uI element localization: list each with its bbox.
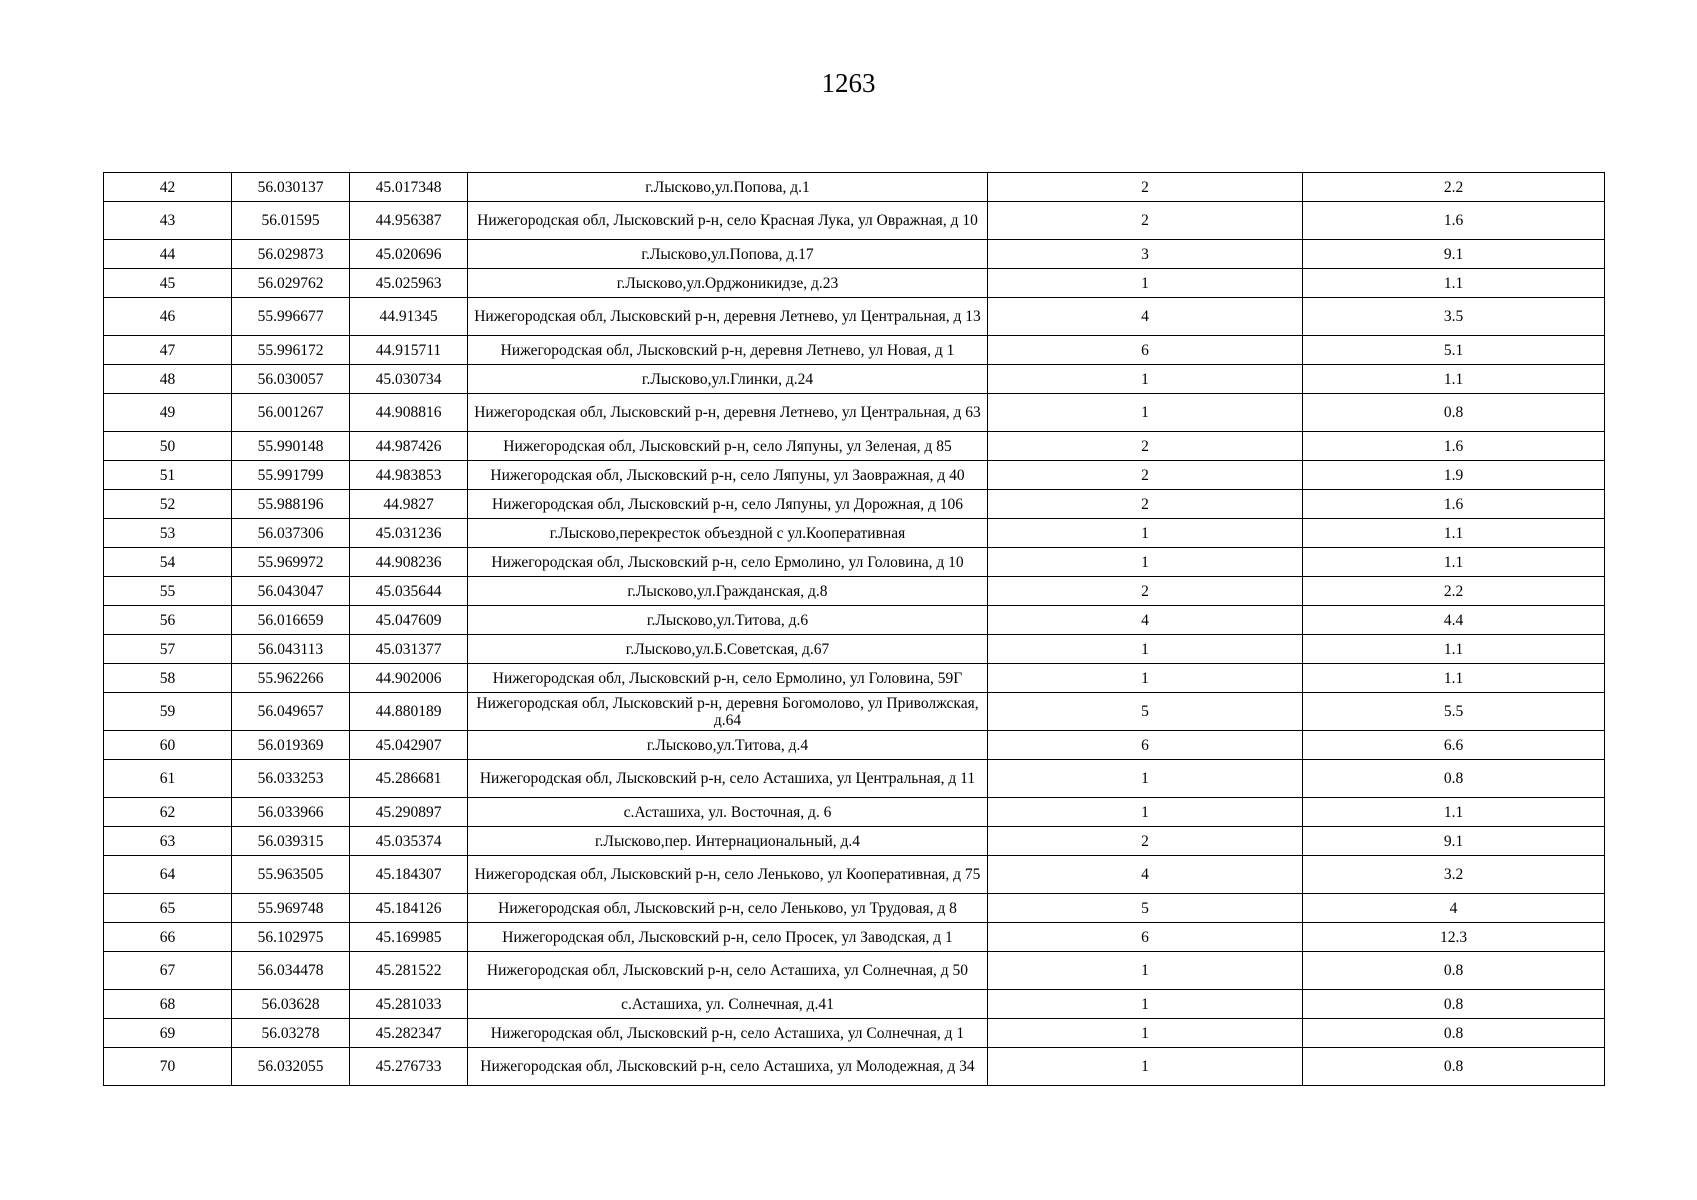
address-cell: Нижегородская обл, Лысковский р-н, село Красная Лука, ул Овражная, д 10 xyxy=(468,202,988,240)
address-cell: г.Лысково,ул.Титова, д.4 xyxy=(468,731,988,760)
longitude-cell: 45.286681 xyxy=(350,760,468,798)
count-cell: 1 xyxy=(988,269,1303,298)
table-row xyxy=(104,664,1605,693)
table-row xyxy=(104,519,1605,548)
longitude-cell: 45.281522 xyxy=(350,952,468,990)
row-number-cell: 63 xyxy=(104,827,232,856)
value-cell: 6.6 xyxy=(1303,731,1605,760)
latitude-cell: 56.039315 xyxy=(232,827,350,856)
count-cell: 2 xyxy=(988,202,1303,240)
count-cell: 1 xyxy=(988,635,1303,664)
address-cell: Нижегородская обл, Лысковский р-н, село Ермолино, ул Головина, 59Г xyxy=(468,664,988,693)
latitude-cell: 56.043113 xyxy=(232,635,350,664)
longitude-cell: 45.276733 xyxy=(350,1048,468,1086)
row-number-cell: 47 xyxy=(104,336,232,365)
value-cell: 5.5 xyxy=(1303,693,1605,731)
value-cell: 1.1 xyxy=(1303,664,1605,693)
registry-table xyxy=(103,172,1605,1086)
longitude-cell: 45.035374 xyxy=(350,827,468,856)
address-cell: г.Лысково,ул.Б.Советская, д.67 xyxy=(468,635,988,664)
address-cell: г.Лысково,ул.Орджоникидзе, д.23 xyxy=(468,269,988,298)
count-cell: 1 xyxy=(988,548,1303,577)
longitude-cell: 45.031377 xyxy=(350,635,468,664)
longitude-cell: 45.035644 xyxy=(350,577,468,606)
count-cell: 1 xyxy=(988,952,1303,990)
latitude-cell: 55.969972 xyxy=(232,548,350,577)
count-cell: 1 xyxy=(988,1019,1303,1048)
longitude-cell: 44.91345 xyxy=(350,298,468,336)
table-row xyxy=(104,548,1605,577)
longitude-cell: 45.169985 xyxy=(350,923,468,952)
latitude-cell: 55.962266 xyxy=(232,664,350,693)
table-row xyxy=(104,1019,1605,1048)
latitude-cell: 55.990148 xyxy=(232,432,350,461)
address-cell: г.Лысково,ул.Попова, д.17 xyxy=(468,240,988,269)
latitude-cell: 56.001267 xyxy=(232,394,350,432)
table-row xyxy=(104,240,1605,269)
value-cell: 0.8 xyxy=(1303,1048,1605,1086)
row-number-cell: 67 xyxy=(104,952,232,990)
latitude-cell: 56.032055 xyxy=(232,1048,350,1086)
row-number-cell: 56 xyxy=(104,606,232,635)
address-cell: Нижегородская обл, Лысковский р-н, село Асташиха, ул Солнечная, д 50 xyxy=(468,952,988,990)
value-cell: 2.2 xyxy=(1303,173,1605,202)
row-number-cell: 58 xyxy=(104,664,232,693)
row-number-cell: 61 xyxy=(104,760,232,798)
address-cell: Нижегородская обл, Лысковский р-н, деревня Летнево, ул Центральная, д 63 xyxy=(468,394,988,432)
count-cell: 2 xyxy=(988,432,1303,461)
count-cell: 6 xyxy=(988,923,1303,952)
value-cell: 1.1 xyxy=(1303,548,1605,577)
count-cell: 5 xyxy=(988,693,1303,731)
value-cell: 3.2 xyxy=(1303,856,1605,894)
longitude-cell: 44.915711 xyxy=(350,336,468,365)
address-cell: г.Лысково,ул.Гражданская, д.8 xyxy=(468,577,988,606)
table-row xyxy=(104,952,1605,990)
longitude-cell: 45.184307 xyxy=(350,856,468,894)
longitude-cell: 44.983853 xyxy=(350,461,468,490)
latitude-cell: 56.029762 xyxy=(232,269,350,298)
row-number-cell: 45 xyxy=(104,269,232,298)
address-cell: Нижегородская обл, Лысковский р-н, село Асташиха, ул Молодежная, д 34 xyxy=(468,1048,988,1086)
value-cell: 1.1 xyxy=(1303,635,1605,664)
latitude-cell: 56.034478 xyxy=(232,952,350,990)
table-row xyxy=(104,269,1605,298)
count-cell: 2 xyxy=(988,490,1303,519)
table-row xyxy=(104,606,1605,635)
count-cell: 1 xyxy=(988,365,1303,394)
value-cell: 1.1 xyxy=(1303,519,1605,548)
latitude-cell: 55.963505 xyxy=(232,856,350,894)
row-number-cell: 50 xyxy=(104,432,232,461)
address-cell: Нижегородская обл, Лысковский р-н, село Ермолино, ул Головина, д 10 xyxy=(468,548,988,577)
table-row xyxy=(104,394,1605,432)
longitude-cell: 45.290897 xyxy=(350,798,468,827)
table-row xyxy=(104,490,1605,519)
value-cell: 1.1 xyxy=(1303,365,1605,394)
longitude-cell: 45.047609 xyxy=(350,606,468,635)
latitude-cell: 56.049657 xyxy=(232,693,350,731)
table-body xyxy=(104,173,1605,1086)
row-number-cell: 62 xyxy=(104,798,232,827)
value-cell: 1.6 xyxy=(1303,202,1605,240)
latitude-cell: 55.996172 xyxy=(232,336,350,365)
address-cell: Нижегородская обл, Лысковский р-н, село Асташиха, ул Центральная, д 11 xyxy=(468,760,988,798)
longitude-cell: 45.020696 xyxy=(350,240,468,269)
address-cell: Нижегородская обл, Лысковский р-н, село Леньково, ул Кооперативная, д 75 xyxy=(468,856,988,894)
value-cell: 4.4 xyxy=(1303,606,1605,635)
count-cell: 4 xyxy=(988,298,1303,336)
latitude-cell: 55.988196 xyxy=(232,490,350,519)
table-row xyxy=(104,760,1605,798)
value-cell: 12.3 xyxy=(1303,923,1605,952)
value-cell: 0.8 xyxy=(1303,760,1605,798)
address-cell: г.Лысково,ул.Глинки, д.24 xyxy=(468,365,988,394)
row-number-cell: 59 xyxy=(104,693,232,731)
row-number-cell: 49 xyxy=(104,394,232,432)
latitude-cell: 56.019369 xyxy=(232,731,350,760)
row-number-cell: 65 xyxy=(104,894,232,923)
longitude-cell: 44.9827 xyxy=(350,490,468,519)
count-cell: 6 xyxy=(988,731,1303,760)
latitude-cell: 55.996677 xyxy=(232,298,350,336)
latitude-cell: 56.043047 xyxy=(232,577,350,606)
latitude-cell: 56.033253 xyxy=(232,760,350,798)
longitude-cell: 44.956387 xyxy=(350,202,468,240)
longitude-cell: 45.017348 xyxy=(350,173,468,202)
value-cell: 5.1 xyxy=(1303,336,1605,365)
table-row xyxy=(104,173,1605,202)
count-cell: 1 xyxy=(988,1048,1303,1086)
count-cell: 1 xyxy=(988,798,1303,827)
longitude-cell: 45.281033 xyxy=(350,990,468,1019)
table-row xyxy=(104,635,1605,664)
table-row xyxy=(104,990,1605,1019)
count-cell: 1 xyxy=(988,990,1303,1019)
address-cell: с.Асташиха, ул. Восточная, д. 6 xyxy=(468,798,988,827)
longitude-cell: 44.908816 xyxy=(350,394,468,432)
count-cell: 1 xyxy=(988,394,1303,432)
count-cell: 1 xyxy=(988,664,1303,693)
latitude-cell: 56.030137 xyxy=(232,173,350,202)
count-cell: 5 xyxy=(988,894,1303,923)
latitude-cell: 56.016659 xyxy=(232,606,350,635)
address-cell: Нижегородская обл, Лысковский р-н, село Ляпуны, ул Заовражная, д 40 xyxy=(468,461,988,490)
value-cell: 1.9 xyxy=(1303,461,1605,490)
table-row xyxy=(104,693,1605,731)
table-row xyxy=(104,202,1605,240)
longitude-cell: 45.025963 xyxy=(350,269,468,298)
row-number-cell: 60 xyxy=(104,731,232,760)
count-cell: 4 xyxy=(988,856,1303,894)
row-number-cell: 42 xyxy=(104,173,232,202)
latitude-cell: 56.03628 xyxy=(232,990,350,1019)
value-cell: 1.6 xyxy=(1303,490,1605,519)
row-number-cell: 52 xyxy=(104,490,232,519)
latitude-cell: 56.030057 xyxy=(232,365,350,394)
value-cell: 0.8 xyxy=(1303,394,1605,432)
table-row xyxy=(104,1048,1605,1086)
table-row xyxy=(104,798,1605,827)
latitude-cell: 56.029873 xyxy=(232,240,350,269)
count-cell: 1 xyxy=(988,519,1303,548)
value-cell: 0.8 xyxy=(1303,952,1605,990)
row-number-cell: 70 xyxy=(104,1048,232,1086)
latitude-cell: 56.01595 xyxy=(232,202,350,240)
address-cell: Нижегородская обл, Лысковский р-н, село Просек, ул Заводская, д 1 xyxy=(468,923,988,952)
address-cell: Нижегородская обл, Лысковский р-н, село Ляпуны, ул Дорожная, д 106 xyxy=(468,490,988,519)
table-row xyxy=(104,298,1605,336)
value-cell: 9.1 xyxy=(1303,827,1605,856)
address-cell: Нижегородская обл, Лысковский р-н, село Ляпуны, ул Зеленая, д 85 xyxy=(468,432,988,461)
longitude-cell: 45.184126 xyxy=(350,894,468,923)
latitude-cell: 56.03278 xyxy=(232,1019,350,1048)
address-cell: Нижегородская обл, Лысковский р-н, деревня Летнево, ул Центральная, д 13 xyxy=(468,298,988,336)
longitude-cell: 45.031236 xyxy=(350,519,468,548)
longitude-cell: 45.030734 xyxy=(350,365,468,394)
longitude-cell: 45.282347 xyxy=(350,1019,468,1048)
address-cell: г.Лысково,пер. Интернациональный, д.4 xyxy=(468,827,988,856)
row-number-cell: 68 xyxy=(104,990,232,1019)
table-row xyxy=(104,731,1605,760)
address-cell: г.Лысково,ул.Титова, д.6 xyxy=(468,606,988,635)
value-cell: 1.1 xyxy=(1303,798,1605,827)
row-number-cell: 69 xyxy=(104,1019,232,1048)
count-cell: 2 xyxy=(988,577,1303,606)
table-row xyxy=(104,827,1605,856)
table-row xyxy=(104,432,1605,461)
row-number-cell: 54 xyxy=(104,548,232,577)
count-cell: 3 xyxy=(988,240,1303,269)
table-row xyxy=(104,336,1605,365)
table-row xyxy=(104,894,1605,923)
table-row xyxy=(104,577,1605,606)
address-cell: с.Асташиха, ул. Солнечная, д.41 xyxy=(468,990,988,1019)
latitude-cell: 55.991799 xyxy=(232,461,350,490)
row-number-cell: 51 xyxy=(104,461,232,490)
row-number-cell: 48 xyxy=(104,365,232,394)
row-number-cell: 55 xyxy=(104,577,232,606)
value-cell: 1.1 xyxy=(1303,269,1605,298)
row-number-cell: 43 xyxy=(104,202,232,240)
longitude-cell: 45.042907 xyxy=(350,731,468,760)
count-cell: 1 xyxy=(988,760,1303,798)
value-cell: 9.1 xyxy=(1303,240,1605,269)
table-row xyxy=(104,365,1605,394)
row-number-cell: 46 xyxy=(104,298,232,336)
table-row xyxy=(104,856,1605,894)
longitude-cell: 44.880189 xyxy=(350,693,468,731)
address-cell: г.Лысково,ул.Попова, д.1 xyxy=(468,173,988,202)
value-cell: 4 xyxy=(1303,894,1605,923)
value-cell: 1.6 xyxy=(1303,432,1605,461)
latitude-cell: 56.102975 xyxy=(232,923,350,952)
address-cell: Нижегородская обл, Лысковский р-н, деревня Летнево, ул Новая, д 1 xyxy=(468,336,988,365)
address-cell: Нижегородская обл, Лысковский р-н, село Асташиха, ул Солнечная, д 1 xyxy=(468,1019,988,1048)
longitude-cell: 44.902006 xyxy=(350,664,468,693)
count-cell: 4 xyxy=(988,606,1303,635)
page-number: 1263 xyxy=(821,68,876,98)
count-cell: 2 xyxy=(988,827,1303,856)
row-number-cell: 64 xyxy=(104,856,232,894)
value-cell: 0.8 xyxy=(1303,1019,1605,1048)
address-cell: Нижегородская обл, Лысковский р-н, село Леньково, ул Трудовая, д 8 xyxy=(468,894,988,923)
row-number-cell: 53 xyxy=(104,519,232,548)
table-row xyxy=(104,923,1605,952)
row-number-cell: 44 xyxy=(104,240,232,269)
latitude-cell: 56.037306 xyxy=(232,519,350,548)
latitude-cell: 56.033966 xyxy=(232,798,350,827)
latitude-cell: 55.969748 xyxy=(232,894,350,923)
count-cell: 2 xyxy=(988,461,1303,490)
longitude-cell: 44.987426 xyxy=(350,432,468,461)
value-cell: 3.5 xyxy=(1303,298,1605,336)
address-cell: Нижегородская обл, Лысковский р-н, деревня Богомолово, ул Приволжская, д.64 xyxy=(468,693,988,731)
count-cell: 6 xyxy=(988,336,1303,365)
longitude-cell: 44.908236 xyxy=(350,548,468,577)
address-cell: г.Лысково,перекресток объездной с ул.Кооперативная xyxy=(468,519,988,548)
table-row xyxy=(104,461,1605,490)
row-number-cell: 66 xyxy=(104,923,232,952)
row-number-cell: 57 xyxy=(104,635,232,664)
value-cell: 2.2 xyxy=(1303,577,1605,606)
count-cell: 2 xyxy=(988,173,1303,202)
value-cell: 0.8 xyxy=(1303,990,1605,1019)
